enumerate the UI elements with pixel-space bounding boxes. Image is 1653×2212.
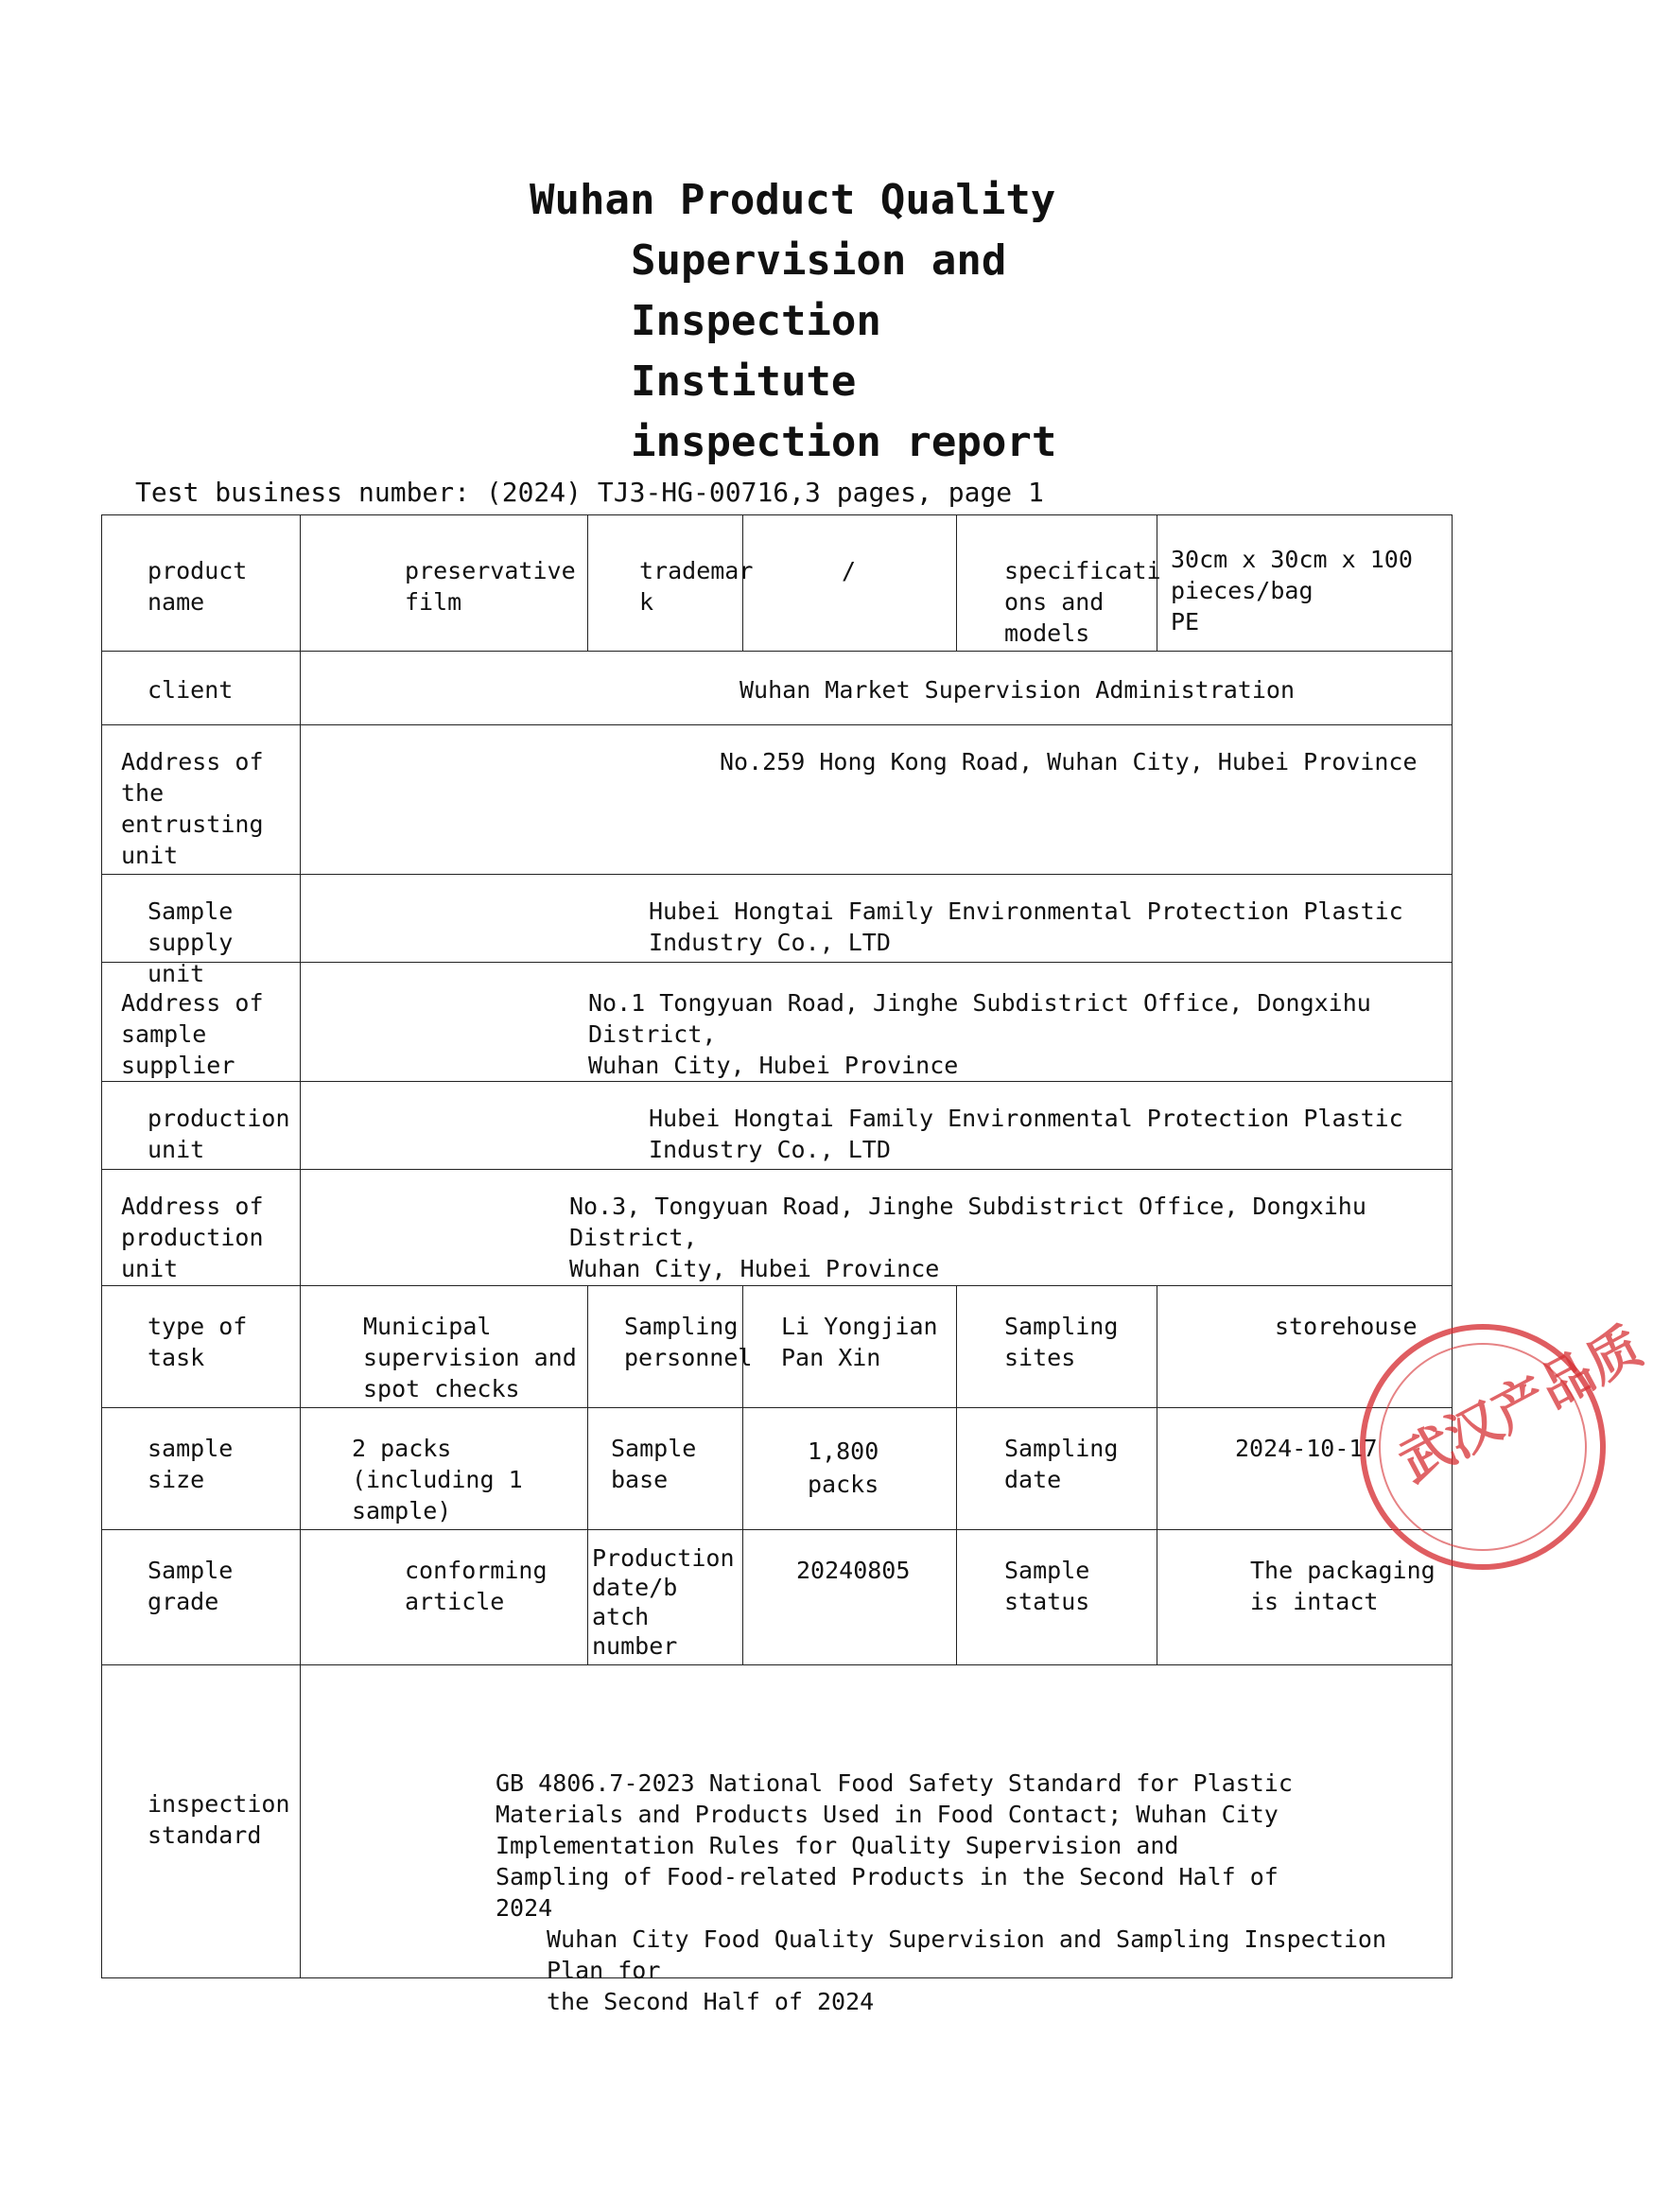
inspection-standard-text-2: Wuhan City Food Quality Supervision and Sampling Inspection Plan for the Second Half of 2024 (547, 1925, 1387, 2015)
sample-base-value: 1,800 packs (808, 1437, 879, 1498)
entrusting-address-value: No.259 Hong Kong Road, Wuhan City, Hubei Province (720, 748, 1418, 775)
product-name-label: product name (148, 557, 248, 616)
client-value: Wuhan Market Supervision Administration (740, 676, 1295, 704)
sample-status-label: Sample status (1004, 1557, 1090, 1615)
sample-size-label: sample size (148, 1435, 234, 1493)
grade-row (102, 1530, 1453, 1665)
status-label-cell (957, 1530, 1157, 1665)
sample-status-value: The packaging is intact (1250, 1557, 1436, 1615)
task-label-cell (102, 1286, 301, 1408)
report-title-line-5: inspection report (631, 418, 1057, 466)
spec-label-cell (957, 515, 1161, 652)
entrusting-address-label: Address of the entrusting unit (121, 748, 264, 869)
task-row (102, 1286, 1453, 1408)
production-unit-value-cell (301, 1082, 1453, 1170)
supply-unit-label: Sample supply unit (148, 897, 234, 987)
product-name-value: preservative film (405, 557, 576, 616)
grade-label-cell (102, 1530, 301, 1665)
report-title-line-1: Wuhan Product Quality (530, 176, 1056, 224)
spec-label: specificati ons and models (1004, 557, 1161, 647)
production-address-value-cell (301, 1170, 1453, 1286)
sites-label-cell (957, 1286, 1157, 1408)
production-address-label-cell (102, 1170, 301, 1286)
sample-size-row (102, 1408, 1453, 1530)
official-seal-stamp (1360, 1315, 1652, 1570)
product-name-label-cell (102, 515, 301, 652)
production-unit-label: production unit (148, 1105, 290, 1163)
client-label: client (148, 676, 234, 704)
supplier-address-value-cell (301, 963, 1453, 1082)
production-address-label: Address of production unit (121, 1193, 264, 1282)
trademark-label: trademar k (639, 557, 754, 616)
status-value-cell (1157, 1530, 1453, 1665)
supply-unit-row (102, 875, 1453, 963)
trademark-value-cell (743, 515, 957, 652)
task-type-value: Municipal supervision and spot checks (363, 1313, 577, 1402)
batch-value-cell (743, 1530, 957, 1665)
personnel-label-cell (588, 1286, 753, 1408)
business-number-line: Test business number: (2024) TJ3-HG-00716,3 pages, page 1 (135, 477, 1044, 508)
sampling-sites-label: Sampling sites (1004, 1313, 1119, 1371)
sampling-date-value: 2024-10-17 (1235, 1435, 1378, 1462)
supply-unit-value: Hubei Hongtai Family Environmental Protection Plastic Industry Co., LTD (649, 897, 1403, 956)
sample-base-label: Sample base (611, 1435, 697, 1493)
production-unit-label-cell (102, 1082, 301, 1170)
trademark-value: / (842, 557, 857, 584)
supplier-address-label-cell (102, 963, 301, 1082)
client-label-cell (102, 652, 301, 725)
supplier-address-row (102, 963, 1453, 1082)
sampling-personnel-value: Li Yongjian Pan Xin (781, 1313, 938, 1371)
seal-glyphs: 武汉产品质 (1388, 1315, 1652, 1495)
production-unit-row (102, 1082, 1453, 1170)
sampling-personnel-label: Sampling personnel (624, 1313, 753, 1371)
sample-base-value-cell (743, 1408, 957, 1530)
standard-label-cell (102, 1665, 301, 1978)
grade-value-cell (301, 1530, 588, 1665)
production-batch-label: Production date/b atch number (592, 1544, 735, 1660)
sampling-sites-value: storehouse (1275, 1313, 1418, 1340)
standard-row (102, 1665, 1453, 1978)
client-value-cell (301, 652, 1453, 725)
task-value-cell (301, 1286, 588, 1408)
task-type-label: type of task (148, 1313, 248, 1371)
spec-value: 30cm x 30cm x 100 pieces/bag PE (1171, 546, 1413, 636)
production-unit-value: Hubei Hongtai Family Environmental Protection Plastic Industry Co., LTD (649, 1105, 1403, 1163)
supply-unit-label-cell (102, 875, 301, 987)
trademark-label-cell (588, 515, 754, 652)
sample-size-value-cell (301, 1408, 588, 1530)
entrusting-address-row (102, 725, 1453, 875)
report-title-line-3: Inspection (631, 297, 881, 345)
report-title-line-2: Supervision and (631, 236, 1007, 285)
product-name-value-cell (301, 515, 588, 652)
sampling-date-label-cell (957, 1408, 1157, 1530)
spec-value-cell (1157, 515, 1453, 652)
supply-unit-value-cell (301, 875, 1453, 963)
inspection-report-table (101, 514, 1453, 2015)
inspection-standard-label: inspection standard (148, 1790, 290, 1849)
production-address-value: No.3, Tongyuan Road, Jinghe Subdistrict Office, Dongxihu District, Wuhan City, Hubei Province (569, 1193, 1366, 1282)
entrusting-address-value-cell (301, 725, 1453, 875)
production-address-row (102, 1170, 1453, 1286)
personnel-value-cell (743, 1286, 957, 1408)
supplier-address-value: No.1 Tongyuan Road, Jinghe Subdistrict Office, Dongxihu District, Wuhan City, Hubei Province (588, 989, 1371, 1079)
sampling-date-label: Sampling date (1004, 1435, 1119, 1493)
sample-grade-label: Sample grade (148, 1557, 234, 1615)
batch-label-cell (588, 1530, 743, 1665)
client-row (102, 652, 1453, 725)
product-row (102, 515, 1453, 652)
inspection-standard-text-1: GB 4806.7-2023 National Food Safety Standard for Plastic Materials and Products Used in Food Contact; Wuhan City Implementation Rules for Quality Supervision and Sampling of Food-related Products in the Second Half of 2024 (496, 1769, 1293, 1922)
sample-size-label-cell (102, 1408, 301, 1530)
production-batch-value: 20240805 (796, 1557, 911, 1584)
entrusting-address-label-cell (102, 725, 301, 875)
supplier-address-label: Address of sample supplier (121, 989, 264, 1079)
sample-size-value: 2 packs (including 1 sample) (352, 1435, 523, 1524)
standard-value-cell (301, 1665, 1453, 2015)
report-title-line-4: Institute (631, 357, 857, 406)
sample-base-label-cell (588, 1408, 743, 1530)
sample-grade-value: conforming article (405, 1557, 548, 1615)
